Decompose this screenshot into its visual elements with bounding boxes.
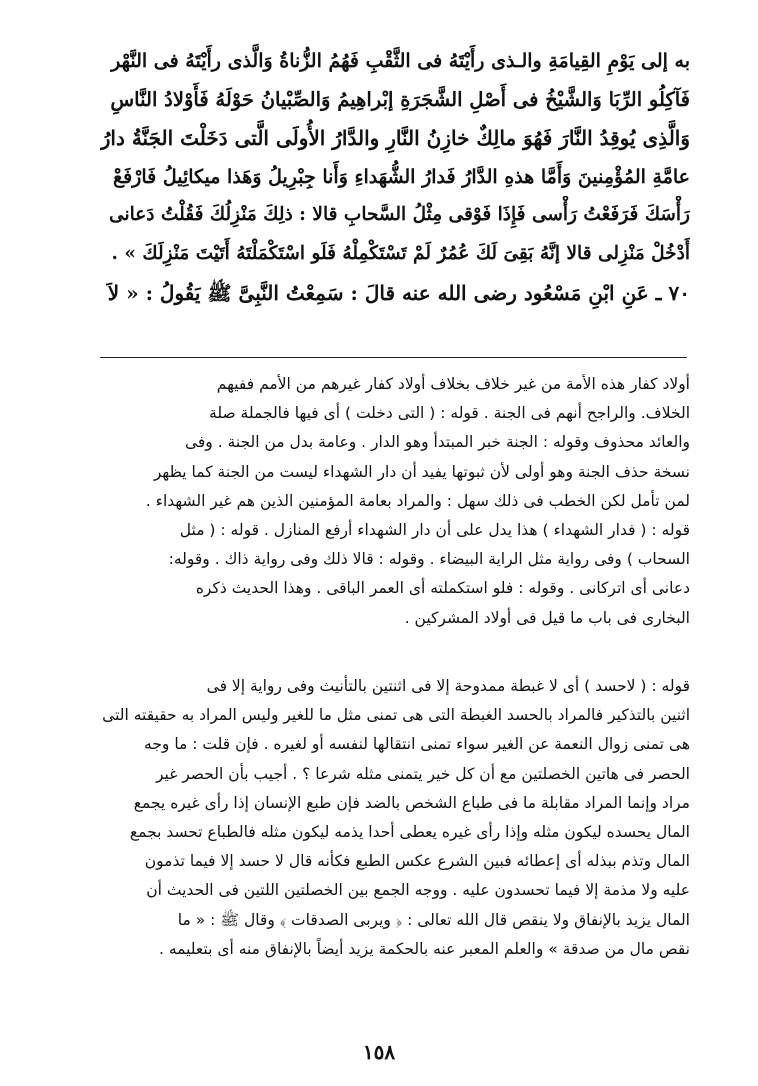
page-number: ١٥٨ xyxy=(362,1040,396,1064)
commentary-line: عليه ولا مذمة إلا فيما تحسدون عليه . ووجه الجمع بين الخصلتين اللتين فى الحديث أن xyxy=(146,881,690,900)
commentary-line: نسخة حذف الجنة وهو أولى لأن ثبوتها يفيد أن دار الشهداء ليست من الجنة كما يظهر xyxy=(153,462,690,481)
commentary-line: أولاد كفار هذه الأمة من غير خلاف بخلاف أولاد كفار غيرهم من الأمم ففيهم xyxy=(216,375,690,393)
commentary-line: المال يحسده ليكون مثله وإذا رأى غيره يعطى أحدا يذمه ليكون مثله فالطباع تحسد بجمع xyxy=(129,822,690,841)
commentary-paragraph-1 xyxy=(100,370,690,633)
hadith-text xyxy=(100,42,690,312)
commentary-line: قوله : ( فدار الشهداء ) هذا يدل على أن دار الشهداء أرفع المنازل . قوله : ( مثل xyxy=(179,520,690,539)
commentary-line: السحاب ) وفى رواية مثل الراية البيضاء . وقوله : قالا ذلك وفى رواية ذاك . وقوله: xyxy=(168,550,690,569)
commentary-line: والعائد محذوف وقوله : الجنة خبر المبتدأ وهو الدار . وعامة بدل من الجنة . وفى xyxy=(184,433,690,452)
commentary-line: قوله : ( لاحسد ) أى لا غبطة ممدوحة إلا فى اثنتين بالتأنيث وفى رواية إلا فى xyxy=(206,677,690,695)
hadith-line: عامَّةِ المُؤْمِنينَ وَأَمَّا هذهِ الدَّارُ فَدارُ الشُّهَداءِ وَأَنا جِبْرِيلُ وَهَذا ميكائِيلُ فَارْفَعْ xyxy=(112,165,690,188)
commentary-line: الخلاف. والراجح أنهم فى الجنة . قوله : ( التى دخلت ) أى فيها فالجملة صلة xyxy=(209,404,690,423)
hadith-line: فَآكِلُو الرِّبَا وَالشَّيْخُ فى أَصْلِ الشَّجَرَةِ إبْراهِيمُ وَالصِّبْيانُ حَوْلَهُ فَأَوْلادُ النَّاسِ xyxy=(110,87,690,111)
commentary-line: هى تمنى زوال النعمة عن الغير سواء تمنى انتقالها لنفسه أو لغيره . فإن قلت : ما وجه xyxy=(144,735,690,754)
commentary-line: مراد وإنما المراد مقابلة ما فى طباع الشخص بالضد فإن طبع الإنسان إذا رأى غيره يجمع xyxy=(133,793,690,812)
hadith-line: ٧٠ ـ عَنِ ابْنِ مَسْعُود رضى الله عنه قالَ : سَمِعْتُ النَّبِىَّ ﷺ يَقُولُ : « لاَ xyxy=(107,280,690,305)
hadith-line: رَأْسَكَ فَرَفَعْتُ رَأْسى فَإِذَا فَوْقى مِثْلُ السَّحابِ قالا : ذلِكَ مَنْزِلُكَ فَقُلْتُ دَعانى xyxy=(109,204,690,226)
commentary-line: البخارى فى باب ما قيل فى أولاد المشركين . xyxy=(404,608,690,627)
commentary-line: اثنين بالتذكير فالمراد بالحسد الغبطة التى هى تمنى مثل ما للغير وليس المراد به حقيقته التى xyxy=(102,706,690,725)
commentary-line: المال يزيد بالإنفاق ولا ينقص قال الله تعالى : ﴿ ويربى الصدقات ﴾ وقال ﷺ : « ما xyxy=(177,910,690,929)
commentary-line: المال وتذم ببذله أى إعطائه فبين الشرع عكس الطبع فكأنه قال لا حسد إلا فيما تذمون xyxy=(144,852,690,871)
commentary-line: لمن تأمل لكن الخطب فى ذلك سهل : والمراد بعامة المؤمنين الذين هم غير الشهداء . xyxy=(145,491,690,510)
hadith-line: وَالَّذِى يُوقِدُ النَّارَ فَهُوَ مالِكٌ خازِنُ النَّارِ والدَّارُ الأُولَى الَّتى دَخَلْتَ الجَنَّةُ دارُ xyxy=(100,126,690,151)
commentary-line: نقص مال من صدقة » والعلم المعبر عنه بالحكمة يزيد أيضاً بالإنفاق منه أى بتعليمه . xyxy=(159,939,690,958)
commentary-line: الحصر فى هاتين الخصلتين مع أن كل خير يتمنى مثله شرعا ؟ . أجيب بأن الحصر غير xyxy=(155,764,690,783)
commentary-line: دعانى أى اتركانى . وقوله : فلو استكملته أى العمر الباقى . وهذا الحديث ذكره xyxy=(195,579,690,598)
commentary-paragraph-2 xyxy=(100,672,690,964)
hadith-line: أَدْخُلْ مَنْزِلى قالا إنَّهُ بَقِىَ لَكَ عُمُرٌ لَمْ تَسْتَكْمِلْهُ فَلَو اسْتَكْمَلْتَهُ أَتَيْتَ مَنْزِلَكَ » . xyxy=(111,242,690,264)
hadith-line: به إلى يَوْمِ القِيامَةِ والـذى رأَيْتَهُ فى الثَّقْبِ فَهُمُ الزُّناةُ وَالَّذى رأَيْتَهُ فى النَّهْر xyxy=(111,50,690,72)
separator-line xyxy=(100,357,687,358)
